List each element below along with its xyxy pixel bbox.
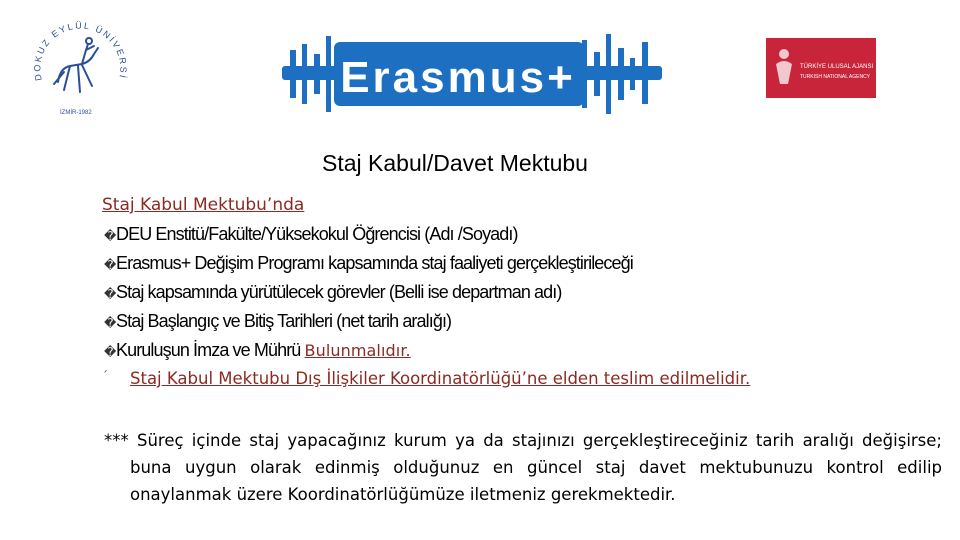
requirement-emphasis: Bulunmalıdır. [304,341,411,360]
requirement-item [104,253,633,274]
national-agency-logo [766,38,876,98]
svg-text:TÜRKİYE ULUSAL AJANSI: TÜRKİYE ULUSAL AJANSI [800,64,874,70]
deu-university-logo [22,10,134,122]
bullet-mark-icon: ´ [102,369,108,383]
delivery-instruction [102,369,750,388]
bullet-icon: � [104,229,116,243]
requirement-text: Erasmus+ Değişim Programı kapsamında staj faaliyeti gerçekleştirileceği [116,253,633,273]
svg-text:Erasmus+: Erasmus+ [340,53,576,102]
slide-title: Staj Kabul/Davet Mektubu [322,150,588,176]
bullet-icon: � [104,258,116,272]
svg-text:TURKISH NATIONAL AGENCY: TURKISH NATIONAL AGENCY [800,74,871,80]
svg-text:İZMİR-1982: İZMİR-1982 [60,110,92,116]
requirement-item [104,224,518,245]
requirement-text: DEU Enstitü/Fakülte/Yüksekokul Öğrencisi (Adı /Soyadı) [116,224,518,244]
bullet-icon: � [104,316,116,330]
bullet-icon: � [104,345,116,359]
requirement-item [104,340,411,361]
intro-line: Staj Kabul Mektubu’nda [102,195,305,215]
requirement-text: Staj Başlangıç ve Bitiş Tarihleri (net tarih aralığı) [116,311,452,331]
erasmus-plus-logo [282,30,662,118]
requirement-item [104,311,451,332]
bullet-icon: � [104,287,116,301]
delivery-text: Staj Kabul Mektubu Dış İlişkiler Koordinatörlüğü’ne elden teslim edilmelidir. [130,369,751,388]
change-note: *** Süreç içinde staj yapacağınız kurum ya da stajınızı gerçekleştireceğiniz tarih aralığı değişirse; buna uygun olarak edinmiş olduğunuz en güncel staj davet mektubunuzu kontrol edilip onaylanmak üzere Koordinatörlüğümüze iletmeniz gerekmektedir. [104,431,942,504]
requirement-text: Kuruluşun İmza ve Mührü [116,340,305,360]
svg-text:DOKUZ EYLÜL ÜNİVERSİTESİ: DOKUZ EYLÜL ÜNİVERSİ [32,20,129,82]
requirement-text: Staj kapsamında yürütülecek görevler (Belli ise departman adı) [116,282,562,302]
requirement-item [104,282,561,303]
